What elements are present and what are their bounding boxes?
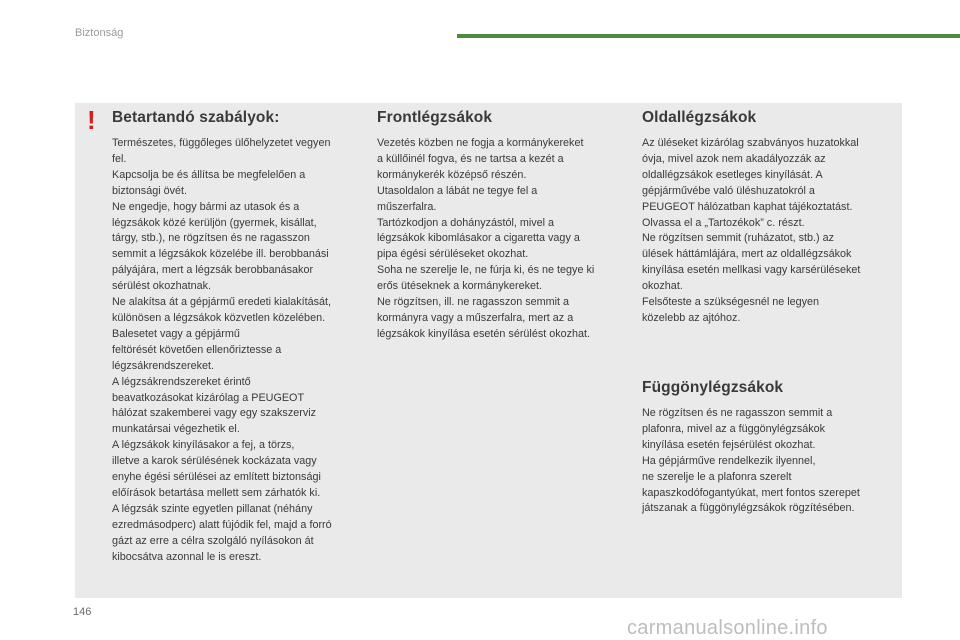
watermark: carmanualsonline.info	[627, 617, 828, 639]
text-line: PEUGEOT hálózatban kaphat tájékoztatást.	[642, 200, 853, 213]
text-line: kormánykerék középső részén.	[377, 168, 527, 181]
text-line: okozhat.	[642, 280, 683, 293]
text-line: Az üléseket kizárólag szabványos huzatokkal	[642, 137, 859, 149]
column-front-airbags	[377, 108, 633, 343]
text-line: különösen a légzsákok közvetlen közelében.	[112, 311, 326, 324]
section-label: Biztonság	[75, 27, 124, 39]
text-line: plafonra, mivel az a függönylégzsákok	[642, 422, 826, 435]
text-line: ne szerelje le a plafonra szerelt	[642, 470, 792, 483]
section-rule	[457, 34, 960, 38]
warning-icon: !	[87, 105, 96, 135]
column-title: Oldallégzsákok	[642, 109, 757, 126]
text-line: tárgy, stb.), ne rögzítsen és ne ragasszon	[112, 232, 310, 245]
text-line: pályájára, mert a légzsák berobbanásakor	[112, 264, 314, 277]
text-line: légzsákok kibomlásakor a cigaretta vagy a	[377, 232, 580, 245]
text-line: Ne alakítsa át a gépjármű eredeti kialakítását,	[112, 296, 332, 309]
text-line: kibocsátva azonnal le is ereszt.	[112, 550, 262, 563]
text-line: Természetes, függőleges ülőhelyzetet vegyen	[112, 137, 331, 149]
text-line: A légzsákok kinyílásakor a fej, a törzs,	[112, 439, 295, 452]
text-line: közelebb az ajtóhoz.	[642, 311, 741, 324]
text-line: Utasoldalon a lábát ne tegye fel a	[377, 184, 538, 197]
text-line: Soha ne szerelje le, ne fúrja ki, és ne tegye ki	[377, 264, 595, 277]
text-line: Balesetet vagy a gépjármű	[112, 327, 240, 340]
text-line: biztonsági övét.	[112, 184, 188, 197]
text-line: fel.	[112, 152, 127, 165]
column-body	[112, 136, 368, 565]
text-line: Ne engedje, hogy bármi az utasok és a	[112, 200, 300, 213]
column-side-airbags	[642, 108, 898, 327]
text-line: Felsőteste a szükségesnél ne legyen	[642, 296, 820, 309]
text-line: Olvassa el a „Tartozékok” c. részt.	[642, 216, 805, 229]
text-line: kapaszkodófogantyúkat, mert fontos szerepet	[642, 486, 860, 499]
column-body	[377, 136, 633, 343]
text-line: a küllőinél fogva, és ne tartsa a kezét a	[377, 152, 564, 165]
column-rules	[112, 108, 368, 565]
text-line: enyhe égési sérülései az említett biztonsági	[112, 471, 321, 484]
text-line: Ha gépjárműve rendelkezik ilyennel,	[642, 454, 816, 467]
column-body	[642, 406, 898, 517]
text-line: feltörését követően ellenőriztesse a	[112, 343, 282, 356]
text-line: kinyílása esetén fejsérülést okozhat.	[642, 438, 816, 451]
text-line: Vezetés közben ne fogja a kormánykereket	[377, 137, 584, 149]
column-curtain-airbags	[642, 378, 898, 517]
text-line: kormányra vagy a műszerfalra, mert az a	[377, 311, 574, 324]
text-line: műszerfalra.	[377, 200, 437, 213]
text-line: Ne rögzítsen, ill. ne ragasszon semmit a	[377, 296, 570, 309]
column-title: Függönylégzsákok	[642, 379, 784, 396]
text-line: ezredmásodperc) alatt fújódik fel, majd a forró	[112, 518, 332, 531]
text-line: munkatársai végezhetik el.	[112, 423, 240, 436]
text-line: oldallégzsákok esetleges kinyílását. A	[642, 168, 823, 181]
text-line: légzsákrendszereket.	[112, 359, 215, 372]
text-line: semmit a légzsákok közelébe ill. berobbanási	[112, 248, 329, 261]
text-line: hálózat szakemberei vagy egy szakszerviz	[112, 407, 317, 420]
column-title: Betartandó szabályok:	[112, 109, 280, 126]
text-line: pipa égési sérüléseket okozhat.	[377, 248, 529, 261]
text-line: előírások betartása mellett sem zárhatók ki.	[112, 486, 321, 499]
text-line: Ne rögzítsen és ne ragasszon semmit a	[642, 407, 833, 419]
column-title: Frontlégzsákok	[377, 109, 493, 126]
text-line: Tartózkodjon a dohányzástól, mivel a	[377, 216, 555, 229]
text-line: gázt az erre a célra szolgáló nyílásokon át	[112, 534, 314, 547]
text-line: sérülést okozhatnak.	[112, 280, 212, 293]
text-line: Kapcsolja be és állítsa be megfelelően a	[112, 168, 306, 181]
text-line: A légzsák szinte egyetlen pillanat (néhány	[112, 502, 313, 515]
text-line: óvja, mivel azok nem akadályozzák az	[642, 152, 826, 165]
column-body	[642, 136, 898, 327]
page-number: 146	[73, 606, 92, 618]
text-line: A légzsákrendszereket érintő	[112, 375, 251, 388]
text-line: Ne rögzítsen semmit (ruházatot, stb.) az	[642, 232, 835, 245]
text-line: erős ütéseknek a kormánykereket.	[377, 280, 543, 293]
text-line: gépjárművébe való üléshuzatokról a	[642, 184, 815, 197]
text-line: légzsákok közé kerüljön (gyermek, kisállat,	[112, 216, 317, 229]
text-line: légzsákok kinyílása esetén sérülést okozhat.	[377, 327, 591, 340]
text-line: beavatkozásokat kizárólag a PEUGEOT	[112, 391, 305, 404]
text-line: kinyílása esetén mellkasi vagy karsérüléseket	[642, 264, 861, 277]
text-line: ülések háttámlájára, mert az oldallégzsákok	[642, 248, 852, 261]
text-line: játszanak a függönylégzsákok rögzítésében.	[642, 502, 855, 515]
text-line: illetve a karok sérülésének kockázata vagy	[112, 455, 317, 468]
